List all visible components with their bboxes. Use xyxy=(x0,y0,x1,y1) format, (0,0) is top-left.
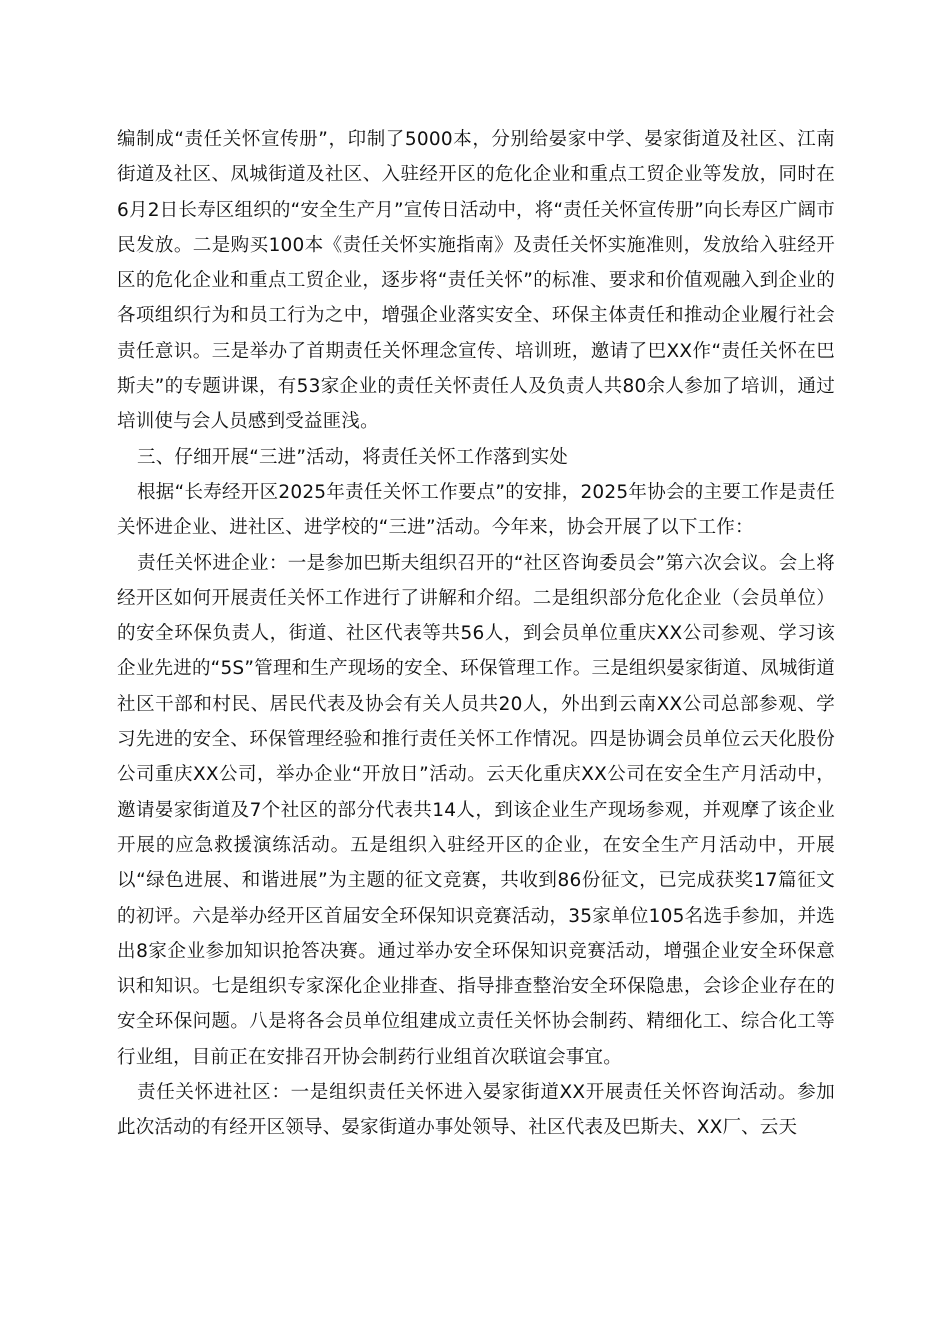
paragraph-community: 责任关怀进社区：一是组织责任关怀进入晏家街道XX开展责任关怀咨询活动。参加此次活动的有经开区领导、晏家街道办事处领导、社区代表及巴斯夫、XX厂、云天 xyxy=(117,1082,835,1139)
section-heading: 三、仔细开展“三进”活动，将责任关怀工作落到实处 xyxy=(137,446,568,468)
paragraph-enterprise: 责任关怀进企业：一是参加巴斯夫组织召开的“社区咨询委员会”第六次会议。会上将经开区如何开展责任关怀工作进行了讲解和介绍。二是组织部分危化企业（会员单位）的安全环保负责人，街道、社区代表等共56人，到会员单位重庆XX公司参观、学习该企业先进的“5S”管理和生产现场的安全、环保管理工作。三是组织晏家街道、凤城街道社区干部和村民、居民代表及协会有关人员共20人，外出到云南XX公司总部参观、学习先进的安全、环保管理经验和推行责任关怀工作情况。四是协调会员单位云天化股份公司重庆XX公司，举办企业“开放日”活动。云天化重庆XX公司在安全生产月活动中，邀请晏家街道及7个社区的部分代表共14人，到该企业生产现场参观，并观摩了该企业开展的应急救援演练活动。五是组织入驻经开区的企业，在安全生产月活动中，开展以“绿色进展、和谐进展”为主题的征文竞赛，共收到86份征文，已完成获奖17篇征文的初评。六是举办经开区首届安全环保知识竞赛活动，35家单位105名选手参加，并选出8家企业参加知识抢答决赛。通过举办安全环保知识竞赛活动，增强企业安全环保意识和知识。七是组织专家深化企业排查、指导排查整治安全环保隐患，会诊企业存在的安全环保问题。八是将各会员单位组建成立责任关怀协会制药、精细化工、综合化工等行业组，目前正在安排召开协会制药行业组首次联谊会事宜。 xyxy=(117,552,835,1068)
document-body xyxy=(117,122,835,1146)
paragraph-intro: 根据“长寿经开区2025年责任关怀工作要点”的安排，2025年协会的主要工作是责任关怀进企业、进社区、进学校的“三进”活动。今年来，协会开展了以下工作： xyxy=(117,481,835,539)
paragraph-continuation: 编制成“责任关怀宣传册”，印制了5000本，分别给晏家中学、晏家街道及社区、江南街道及社区、凤城街道及社区、入驻经开区的危化企业和重点工贸企业等发放，同时在6月2日长寿区组织的“安全生产月”宣传日活动中，将“责任关怀宣传册”向长寿区广阔市民发放。二是购买100本《责任关怀实施指南》及责任关怀实施准则，发放给入驻经开区的危化企业和重点工贸企业，逐步将“责任关怀”的标准、要求和价值观融入到企业的各项组织行为和员工行为之中，增强企业落实安全、环保主体责任和推动企业履行社会责任意识。三是举办了首期责任关怀理念宣传、培训班，邀请了巴XX作“责任关怀在巴斯夫”的专题讲课，有53家企业的责任关怀责任人及负责人共80余人参加了培训，通过培训使与会人员感到受益匪浅。 xyxy=(117,129,835,433)
